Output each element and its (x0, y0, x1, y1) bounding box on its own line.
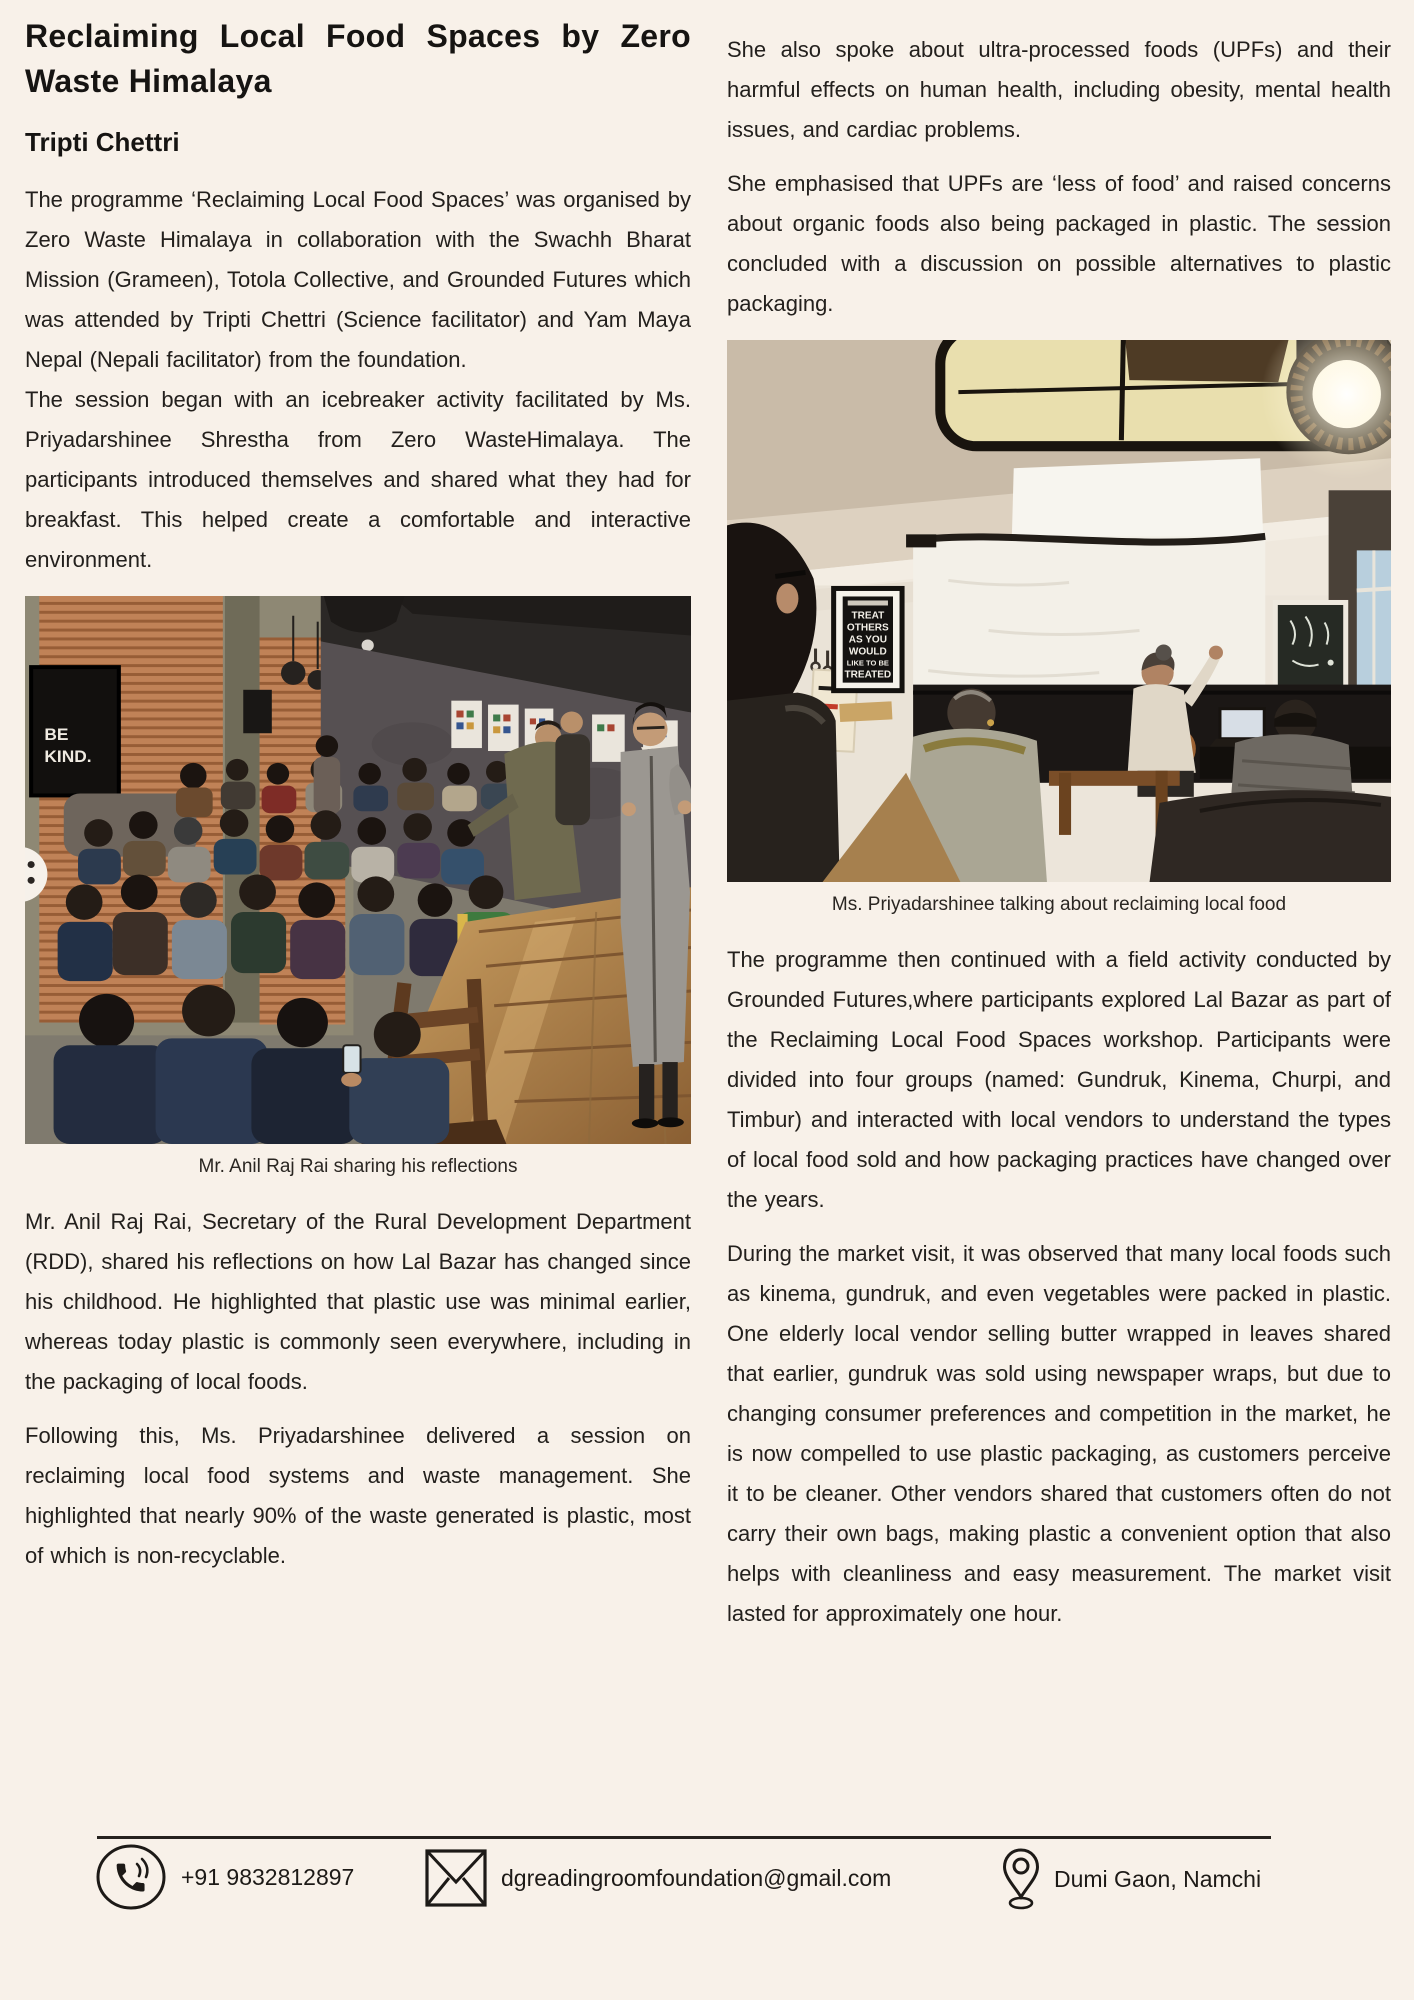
window-right (1357, 550, 1391, 690)
photo-caption-left: Mr. Anil Raj Rai sharing his reflections (198, 1155, 518, 1177)
paragraph: She emphasised that UPFs are ‘less of food’ and raised concerns about organic foods also being packaged in plastic. The session concluded with a discussion on possible alternatives to plastic packaging. (727, 171, 1391, 316)
contact-phone (93, 1842, 354, 1912)
svg-text:LIKE TO BE: LIKE TO BE (846, 658, 889, 668)
name-plaque (839, 701, 892, 722)
phone-icon (93, 1842, 169, 1912)
botanical-poster (1275, 602, 1345, 694)
contact-location (1000, 1846, 1261, 1912)
laptop-screen (1220, 709, 1264, 739)
be-kind-poster (31, 667, 119, 795)
svg-text:AS YOU: AS YOU (848, 634, 887, 646)
photo-presentation (727, 340, 1391, 916)
contact-email (423, 1848, 891, 1908)
footer-divider (97, 1836, 1271, 1839)
audience-mid-row (78, 809, 484, 884)
left-column (25, 14, 691, 1576)
envelope-icon (423, 1848, 489, 1908)
phone-in-hand (343, 1045, 360, 1073)
svg-text:BE: BE (44, 725, 69, 744)
photo-caption-right: Ms. Priyadarshinee talking about reclaiming local food (831, 894, 1287, 915)
paragraph: The programme then continued with a field activity conducted by Grounded Futures,where participants explored Lal Bazar as part of the Reclaiming Local Food Spaces workshop. Participants were divided into four groups (named: Gundruk, Kinema, Churpi, and Timbur) and interacted with local vendors to understand the types of local food sold and how packaging practices have changed over the years. (727, 947, 1391, 1212)
presentation-photo-illustration (727, 340, 1391, 882)
svg-text:OTHERS: OTHERS (846, 622, 889, 634)
page-title: Reclaiming Local Food Spaces by Zero Waste Himalaya (25, 18, 691, 100)
paragraph: Following this, Ms. Priyadarshinee delivered a session on reclaiming local food systems and waste management. She highlighted that nearly 90% of the waste generated is plastic, most of which is non-recyclable. (25, 1422, 691, 1568)
treat-others-poster (834, 588, 902, 690)
audience-photo-illustration (25, 596, 691, 1144)
paragraph: The programme ‘Reclaiming Local Food Spaces’ was organised by Zero Waste Himalaya in collaboration with the Swachh Bharat Mission (Grameen), Totola Collective, and Grounded Futures which was attended by Tripti Chettri (Science facilitator) and Yam Maya Nepal (Nepali facilitator) from the foundation. (25, 186, 691, 372)
paragraph: Mr. Anil Raj Rai, Secretary of the Rural Development Department (RDD), shared his reflections on how Lal Bazar has changed since his childhood. He highlighted that plastic use was minimal earlier, whereas today plastic is commonly seen everywhere, including in the packaging of local foods. (25, 1208, 691, 1394)
svg-text:TREAT: TREAT (851, 610, 885, 622)
paragraph: The session began with an icebreaker activity facilitated by Ms. Priyadarshinee Shrestha from Zero WasteHimalaya. The participants introduced themselves and shared what they had for breakfast. This helped create a comfortable and interactive environment. (25, 386, 691, 572)
location-text: Dumi Gaon, Namchi (1054, 1865, 1262, 1892)
small-frame (243, 690, 272, 733)
right-column (727, 30, 1391, 1634)
svg-text:KIND.: KIND. (44, 747, 92, 766)
footer (0, 1842, 1414, 1922)
svg-text:WOULD: WOULD (848, 646, 887, 658)
author-name: Tripti Chettri (25, 126, 180, 157)
location-pin-icon (1000, 1846, 1042, 1912)
phone-number: +91 9832812897 (181, 1863, 355, 1890)
svg-text:TREATED: TREATED (844, 669, 892, 681)
photo-audience-session (25, 596, 691, 1178)
paragraph: She also spoke about ultra-processed foods (UPFs) and their harmful effects on human health, including obesity, mental health issues, and cardiac problems. (727, 37, 1391, 142)
email-address: dgreadingroomfoundation@gmail.com (501, 1864, 892, 1891)
paragraph: During the market visit, it was observed that many local foods such as kinema, gundruk, and even vegetables were packed in plastic. One elderly local vendor selling butter wrapped in leaves shared that earlier, gundruk was sold using newspaper wraps, but due to changing consumer preferences and competition in the market, he is now compelled to use plastic packaging, as customers perceive it to be cleaner. Other vendors shared that customers often do not carry their own bags, making plastic a convenient option that also helps with cleanliness and easy measurement. The market visit lasted for approximately one hour. (727, 1241, 1391, 1626)
